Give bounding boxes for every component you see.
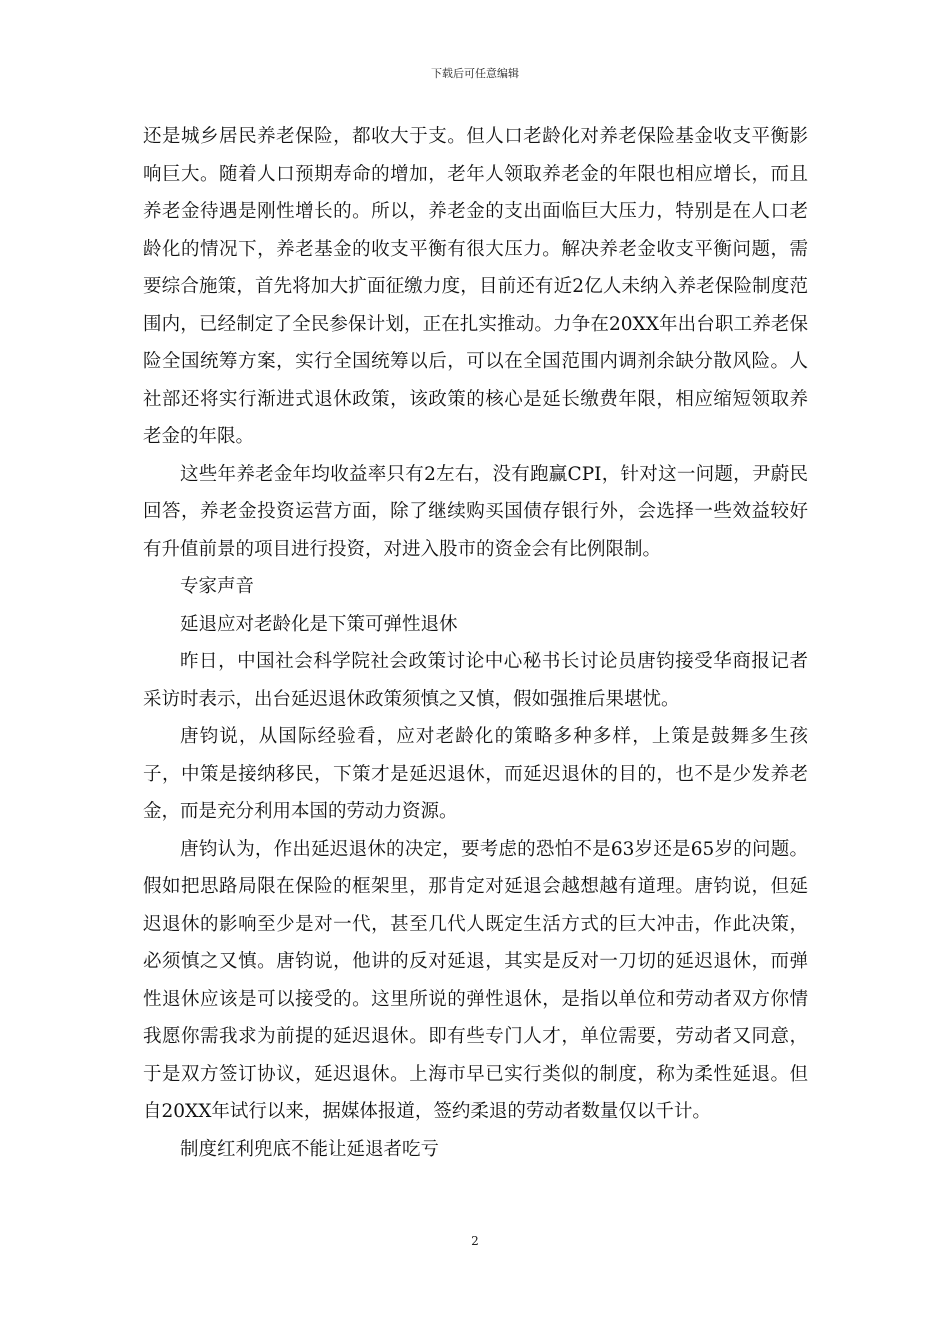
body-paragraph: 还是城乡居民养老保险，都收大于支。但人口老龄化对养老保险基金收支平衡影响巨大。随着人口预期寿命的增加，老年人领取养老金的年限也相应增长，而且养老金待遇是刚性增长的。所以，养老金的支出面临巨大压力，特别是在人口老龄化的情况下，养老基金的收支平衡有很大压力。解决养老金收支平衡问题，需要综合施策，首先将加大扩面征缴力度，目前还有近2亿人未纳入养老保险制度范围内，已经制定了全民参保计划，正在扎实推动。力争在20XX年出台职工养老保险全国统筹方案，实行全国统筹以后，可以在全国范围内调剂余缺分散风险。人社部还将实行渐进式退休政策，该政策的核心是延长缴费年限，相应缩短领取养老金的年限。: [143, 126, 808, 447]
body-paragraph: 这些年养老金年均收益率只有2左右，没有跑赢CPI，针对这一问题，尹蔚民回答，养老金投资运营方面，除了继续购买国债存银行外，会选择一些效益较好有升值前景的项目进行投资，对进入股市的资金会有比例限制。: [143, 463, 808, 560]
body-paragraph: 唐钧认为，作出延迟退休的决定，要考虑的恐怕不是63岁还是65岁的问题。假如把思路局限在保险的框架里，那肯定对延退会越想越有道理。唐钧说，但延迟退休的影响至少是对一代，甚至几代人既定生活方式的巨大冲击，作此决策，必须慎之又慎。唐钧说，他讲的反对延退，其实是反对一刀切的延迟退休，而弹性退休应该是可以接受的。这里所说的弹性退休，是指以单位和劳动者双方你情我愿你需我求为前提的延迟退休。即有些专门人才，单位需要，劳动者又同意，于是双方签订协议，延迟退休。上海市早已实行类似的制度，称为柔性延退。但自20XX年试行以来，据媒体报道，签约柔退的劳动者数量仅以千计。: [143, 838, 808, 1122]
page-number-text: 2: [471, 1234, 479, 1248]
page-number: [0, 1233, 950, 1249]
page-header: [0, 66, 950, 82]
subsection-heading: 制度红利兜底不能让延退者吃亏: [180, 1138, 440, 1160]
subsection-heading: 延退应对老龄化是下策可弹性退休: [180, 613, 458, 635]
header-text: 下载后可任意编辑: [431, 67, 519, 80]
section-heading: 专家声音: [180, 576, 255, 597]
document-body: [143, 118, 808, 1168]
body-paragraph: 昨日，中国社会科学院社会政策讨论中心秘书长讨论员唐钧接受华商报记者采访时表示，出台延迟退休政策须慎之又慎，假如强推后果堪忧。: [143, 651, 808, 710]
body-paragraph: 唐钧说，从国际经验看，应对老龄化的策略多种多样，上策是鼓舞多生孩子，中策是接纳移民，下策才是延迟退休，而延迟退休的目的，也不是少发养老金，而是充分利用本国的劳动力资源。: [143, 726, 808, 822]
